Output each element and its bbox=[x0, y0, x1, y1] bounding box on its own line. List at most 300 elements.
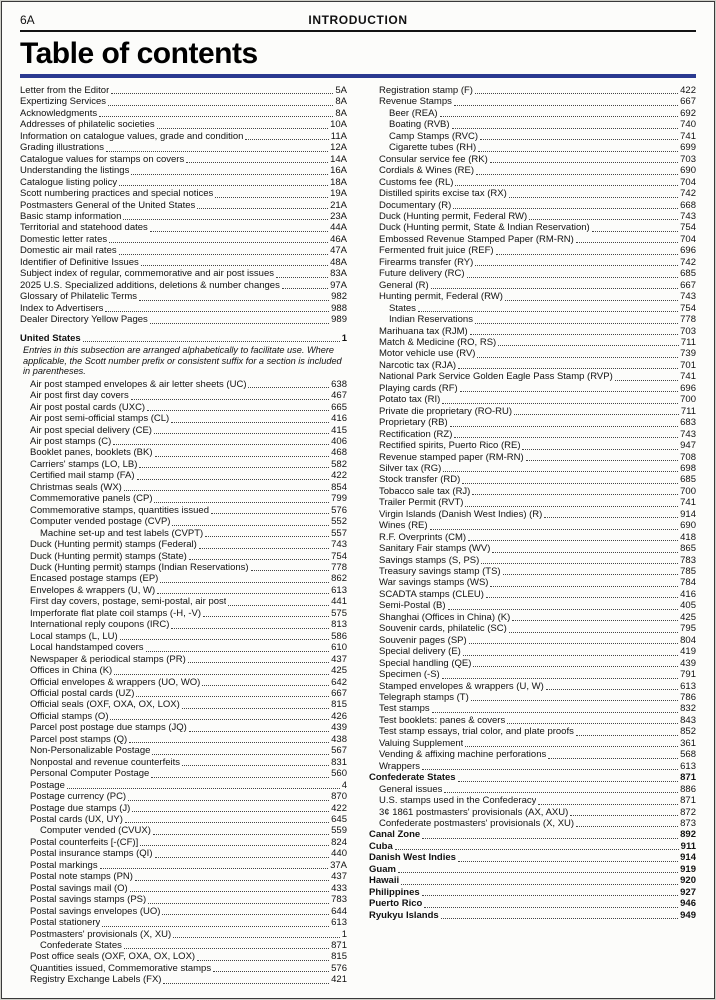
toc-entry-page: 865 bbox=[680, 543, 696, 555]
toc-entry bbox=[369, 452, 696, 463]
toc-entry-page: 567 bbox=[331, 745, 347, 757]
toc-entry-page: 437 bbox=[331, 871, 347, 883]
dot-leader bbox=[128, 800, 329, 801]
toc-entry-label: Vending & affixing machine perforations bbox=[379, 749, 547, 761]
page-title: Table of contents bbox=[20, 37, 258, 70]
toc-entry-page: 832 bbox=[680, 703, 696, 715]
toc-entry-label: Encased postage stamps (EP) bbox=[30, 573, 159, 585]
toc-entry-label: Postal insurance stamps (QI) bbox=[30, 848, 153, 860]
dot-leader bbox=[123, 219, 328, 220]
toc-entry-page: 667 bbox=[331, 687, 347, 699]
toc-entry bbox=[20, 631, 347, 642]
toc-entry-label: Ryukyu Islands bbox=[369, 909, 439, 921]
toc-entry-page: 97A bbox=[330, 279, 347, 291]
dot-leader bbox=[251, 570, 330, 571]
toc-entry-page: 708 bbox=[680, 451, 696, 463]
dot-leader bbox=[172, 525, 329, 526]
dot-leader bbox=[99, 116, 333, 117]
toc-entry-label: Official postal cards (UZ) bbox=[30, 687, 135, 699]
toc-entry-label: Special delivery (E) bbox=[379, 646, 461, 658]
toc-entry-label: Air post special delivery (CE) bbox=[30, 424, 152, 436]
dot-leader bbox=[462, 483, 678, 484]
dot-leader bbox=[139, 467, 329, 468]
dot-leader bbox=[460, 391, 678, 392]
toc-entry-page: 416 bbox=[331, 413, 347, 425]
toc-entry-page: 665 bbox=[331, 401, 347, 413]
dot-leader bbox=[163, 983, 329, 984]
toc-entry-page: 415 bbox=[331, 424, 347, 436]
toc-entry-label: Commemorative panels (CP) bbox=[30, 493, 153, 505]
dot-leader bbox=[509, 632, 678, 633]
toc-entry-label: Newspaper & periodical stamps (PR) bbox=[30, 653, 186, 665]
toc-entry-page: 911 bbox=[680, 840, 696, 852]
toc-entry-label: Certified mail stamp (FA) bbox=[30, 470, 135, 482]
dot-leader bbox=[106, 151, 328, 152]
toc-entry-label: Test stamp essays, trial color, and plate proofs bbox=[379, 726, 574, 738]
toc-entry-label: Motor vehicle use (RV) bbox=[379, 348, 476, 360]
us-section-note: Entries in this subsection are arranged alphabetically to facilitate use. Where applicable, the Scott number prefix or consistent suffix for a section is included in parentheses. bbox=[23, 344, 342, 377]
toc-entry-label: Imperforate flat plate coil stamps (-H, -V) bbox=[30, 607, 202, 619]
dot-leader bbox=[189, 731, 329, 732]
toc-entry-page: 5A bbox=[335, 85, 347, 96]
dot-leader bbox=[150, 231, 328, 232]
dot-leader bbox=[509, 197, 678, 198]
toc-entry bbox=[20, 573, 347, 584]
dot-leader bbox=[430, 529, 679, 530]
toc-entry-page: 696 bbox=[680, 245, 696, 257]
toc-entry-page: 982 bbox=[331, 291, 347, 303]
toc-entry-page: 692 bbox=[680, 107, 696, 119]
toc-entry-label: Firearms transfer (RY) bbox=[379, 256, 474, 268]
dot-leader bbox=[471, 700, 678, 701]
section-header: INTRODUCTION bbox=[308, 13, 408, 27]
dot-leader bbox=[147, 410, 329, 411]
toc-entry-page: 406 bbox=[331, 436, 347, 448]
toc-entry-page: 644 bbox=[331, 905, 347, 917]
toc-entry-label: Computer vended postage (CVP) bbox=[30, 516, 171, 528]
toc-entry-page: 927 bbox=[680, 886, 696, 898]
toc-entry-label: Postage currency (PC) bbox=[30, 791, 127, 803]
section-gap bbox=[20, 326, 347, 333]
toc-entry-page: 824 bbox=[331, 836, 347, 848]
dot-leader bbox=[131, 399, 329, 400]
toc-entry-label: Confederate States bbox=[40, 939, 122, 951]
toc-entry bbox=[20, 425, 347, 436]
toc-entry-label: Revenue Stamps bbox=[379, 96, 452, 108]
toc-entry-page: 8A bbox=[335, 107, 347, 119]
toc-entry bbox=[369, 474, 696, 485]
toc-entry bbox=[20, 447, 347, 458]
dot-leader bbox=[146, 651, 330, 652]
toc-entry-page: 425 bbox=[680, 611, 696, 623]
toc-entry bbox=[369, 875, 696, 886]
toc-entry-label: Basic stamp information bbox=[20, 210, 122, 222]
toc-entry-page: 613 bbox=[331, 584, 347, 596]
toc-entry bbox=[369, 154, 696, 165]
toc-entry-label: Puerto Rico bbox=[369, 898, 423, 910]
toc-entry-label: Post office seals (OXF, OXA, OX, LOX) bbox=[30, 951, 196, 963]
toc-entry bbox=[369, 165, 696, 176]
right-entries-list bbox=[369, 85, 696, 921]
dot-leader bbox=[182, 765, 329, 766]
toc-entry bbox=[20, 131, 347, 142]
toc-entry-page: 914 bbox=[680, 508, 696, 520]
dot-leader bbox=[548, 758, 678, 759]
toc-entry-page: 582 bbox=[331, 458, 347, 470]
toc-entry-page: 4 bbox=[341, 779, 347, 791]
toc-entry-page: 586 bbox=[331, 630, 347, 642]
toc-entry-page: 441 bbox=[331, 596, 347, 608]
toc-entry-page: 843 bbox=[680, 714, 696, 726]
toc-entry-page: 405 bbox=[680, 600, 696, 612]
toc-entry-label: Canal Zone bbox=[369, 829, 421, 841]
dot-leader bbox=[496, 254, 679, 255]
toc-entry bbox=[20, 619, 347, 630]
toc-entry bbox=[20, 917, 347, 928]
toc-entry bbox=[369, 429, 696, 440]
toc-entry bbox=[20, 699, 347, 710]
toc-entry-page: 795 bbox=[680, 623, 696, 635]
toc-entry bbox=[20, 803, 347, 814]
toc-entry-label: Computer vended (CVUX) bbox=[40, 825, 151, 837]
toc-entry-page: 754 bbox=[331, 550, 347, 562]
toc-entry bbox=[369, 623, 696, 634]
toc-entry bbox=[20, 780, 347, 791]
front-matter-list bbox=[20, 85, 347, 326]
dot-leader bbox=[440, 116, 679, 117]
toc-entry-label: Proprietary (RB) bbox=[379, 417, 448, 429]
dot-leader bbox=[576, 735, 678, 736]
dot-leader bbox=[492, 552, 678, 553]
toc-entry bbox=[369, 784, 696, 795]
toc-entry-page: 862 bbox=[331, 573, 347, 585]
toc-entry-label: Postal savings mail (O) bbox=[30, 882, 128, 894]
toc-entry-label: Consular service fee (RK) bbox=[379, 153, 488, 165]
toc-entry-label: Future delivery (RC) bbox=[379, 268, 465, 280]
toc-entry bbox=[20, 436, 347, 447]
toc-entry bbox=[20, 222, 347, 233]
toc-entry-page: 783 bbox=[331, 894, 347, 906]
toc-entry-page: 685 bbox=[680, 474, 696, 486]
toc-entry-label: Postal savings envelopes (UO) bbox=[30, 905, 161, 917]
toc-entry-page: 946 bbox=[680, 898, 696, 910]
dot-leader bbox=[469, 643, 678, 644]
toc-entry-label: Glossary of Philatelic Terms bbox=[20, 291, 138, 303]
page-header bbox=[20, 10, 696, 32]
toc-entry bbox=[369, 600, 696, 611]
toc-entry-page: 16A bbox=[330, 165, 347, 177]
toc-entry-page: 754 bbox=[680, 222, 696, 234]
toc-entry-page: 439 bbox=[331, 722, 347, 734]
toc-entry bbox=[20, 154, 347, 165]
toc-entry-label: Parcel post stamps (Q) bbox=[30, 733, 128, 745]
toc-entry-page: 711 bbox=[680, 405, 696, 417]
toc-entry-label: General issues bbox=[379, 783, 443, 795]
toc-entry-page: 920 bbox=[680, 875, 696, 887]
toc-entry-page: 813 bbox=[331, 619, 347, 631]
toc-entry-page: 698 bbox=[680, 462, 696, 474]
toc-entry bbox=[369, 520, 696, 531]
toc-entry-label: Registration stamp (F) bbox=[379, 85, 473, 96]
toc-entry bbox=[20, 108, 347, 119]
toc-entry-label: Documentary (R) bbox=[379, 199, 452, 211]
toc-entry bbox=[369, 646, 696, 657]
toc-entry bbox=[20, 188, 347, 199]
dot-leader bbox=[454, 437, 678, 438]
dot-leader bbox=[441, 918, 678, 919]
toc-entry-page: 785 bbox=[680, 566, 696, 578]
dot-leader bbox=[544, 517, 678, 518]
dot-leader bbox=[538, 804, 678, 805]
toc-entry-label: Beer (REA) bbox=[389, 107, 438, 119]
toc-entry bbox=[20, 688, 347, 699]
dot-leader bbox=[186, 162, 328, 163]
toc-entry-label: Sanitary Fair stamps (WV) bbox=[379, 543, 491, 555]
toc-entry bbox=[369, 829, 696, 840]
toc-entry bbox=[20, 883, 347, 894]
dot-leader bbox=[475, 323, 678, 324]
toc-entry bbox=[20, 211, 347, 222]
dot-leader bbox=[148, 903, 329, 904]
toc-entry bbox=[20, 482, 347, 493]
toc-entry-label: Hunting permit, Federal (RW) bbox=[379, 291, 503, 303]
toc-entry bbox=[369, 360, 696, 371]
toc-entry-label: Information on catalogue values, grade and condition bbox=[20, 130, 244, 142]
dot-leader bbox=[576, 242, 678, 243]
toc-entry-label: Tobacco sale tax (RJ) bbox=[379, 485, 471, 497]
toc-entry-label: Nonpostal and revenue counterfeits bbox=[30, 756, 180, 768]
toc-entry bbox=[369, 348, 696, 359]
toc-entry bbox=[20, 825, 347, 836]
toc-entry-page: 46A bbox=[330, 233, 347, 245]
dot-leader bbox=[465, 506, 678, 507]
toc-entry-page: 786 bbox=[680, 692, 696, 704]
toc-entry-label: Stock transfer (RD) bbox=[379, 474, 461, 486]
toc-entry-label: Savings stamps (S, PS) bbox=[379, 554, 480, 566]
dot-leader bbox=[205, 536, 329, 537]
toc-entry bbox=[369, 142, 696, 153]
dot-leader bbox=[203, 616, 329, 617]
toc-entry-page: 783 bbox=[680, 554, 696, 566]
dot-leader bbox=[398, 872, 678, 873]
toc-entry bbox=[369, 188, 696, 199]
toc-entry-page: 852 bbox=[680, 726, 696, 738]
dot-leader bbox=[503, 574, 679, 575]
toc-entry-label: Special handling (QE) bbox=[379, 657, 472, 669]
toc-entry-page: 741 bbox=[680, 130, 696, 142]
toc-entry bbox=[369, 749, 696, 760]
toc-entry-page: 559 bbox=[331, 825, 347, 837]
toc-entry bbox=[369, 898, 696, 909]
toc-entry-label: Private die proprietary (RO-RU) bbox=[379, 405, 513, 417]
toc-entry-label: Philippines bbox=[369, 886, 420, 898]
toc-entry-page: 690 bbox=[680, 165, 696, 177]
toc-entry-page: 791 bbox=[680, 669, 696, 681]
toc-entry bbox=[20, 860, 347, 871]
toc-entry-label: Letter from the Editor bbox=[20, 85, 110, 96]
dot-leader bbox=[477, 357, 678, 358]
toc-entry-page: 778 bbox=[680, 314, 696, 326]
toc-entry-page: 947 bbox=[680, 440, 696, 452]
toc-entry-page: 425 bbox=[331, 665, 347, 677]
dot-leader bbox=[114, 674, 329, 675]
toc-entry-label: Indian Reservations bbox=[389, 314, 473, 326]
document-page bbox=[1, 1, 715, 999]
toc-entry-page: 1 bbox=[341, 332, 347, 344]
toc-entry-page: 575 bbox=[331, 607, 347, 619]
toc-entry-label: Air post stamped envelopes & air letter sheets (UC) bbox=[30, 378, 247, 390]
toc-entry bbox=[369, 532, 696, 543]
dot-leader bbox=[120, 639, 329, 640]
dot-leader bbox=[157, 593, 329, 594]
dot-leader bbox=[454, 105, 678, 106]
dot-leader bbox=[130, 891, 329, 892]
toc-entry-label: Cigarette tubes (RH) bbox=[389, 142, 477, 154]
toc-entry bbox=[20, 894, 347, 905]
dot-leader bbox=[125, 822, 329, 823]
toc-entry-page: 871 bbox=[331, 939, 347, 951]
toc-entry-page: 467 bbox=[331, 390, 347, 402]
dot-leader bbox=[529, 219, 678, 220]
toc-entry-label: Catalogue values for stamps on covers bbox=[20, 153, 185, 165]
toc-entry bbox=[369, 314, 696, 325]
toc-entry bbox=[369, 852, 696, 863]
toc-entry bbox=[369, 703, 696, 714]
toc-entry bbox=[369, 589, 696, 600]
dot-leader bbox=[458, 368, 678, 369]
toc-entry-page: 439 bbox=[680, 657, 696, 669]
toc-entry bbox=[20, 505, 347, 516]
toc-entry bbox=[369, 795, 696, 806]
toc-entry-label: Souvenir pages (SP) bbox=[379, 634, 467, 646]
dot-leader bbox=[152, 754, 329, 755]
toc-entry-label: Fermented fruit juice (REF) bbox=[379, 245, 494, 257]
toc-entry bbox=[20, 642, 347, 653]
toc-entry bbox=[20, 268, 347, 279]
toc-entry bbox=[369, 910, 696, 921]
toc-entry bbox=[369, 257, 696, 268]
dot-leader bbox=[215, 197, 328, 198]
toc-entry-page: 552 bbox=[331, 516, 347, 528]
toc-entry-label: Confederate States bbox=[369, 772, 456, 784]
toc-entry-label: Expertizing Services bbox=[20, 96, 107, 108]
dot-leader bbox=[476, 174, 678, 175]
dot-leader bbox=[132, 811, 329, 812]
toc-entry-label: Postal stationery bbox=[30, 917, 101, 929]
toc-entry-label: United States bbox=[20, 332, 81, 344]
toc-entry bbox=[20, 722, 347, 733]
toc-entry bbox=[369, 761, 696, 772]
toc-entry-page: 638 bbox=[331, 378, 347, 390]
dot-leader bbox=[522, 449, 678, 450]
toc-entry bbox=[369, 681, 696, 692]
toc-entry-page: 468 bbox=[331, 447, 347, 459]
toc-entry-label: Air post semi-official stamps (CL) bbox=[30, 413, 170, 425]
toc-entry bbox=[369, 211, 696, 222]
dot-leader bbox=[202, 685, 329, 686]
toc-entry-label: Official stamps (O) bbox=[30, 710, 109, 722]
toc-entry-page: 831 bbox=[331, 756, 347, 768]
toc-entry-page: 12A bbox=[330, 142, 347, 154]
toc-entry-label: Local handstamped covers bbox=[30, 642, 144, 654]
dot-leader bbox=[282, 288, 328, 289]
toc-entry bbox=[20, 951, 347, 962]
toc-entry-page: 743 bbox=[680, 291, 696, 303]
dot-leader bbox=[131, 174, 328, 175]
toc-entry bbox=[20, 402, 347, 413]
toc-entry-page: 557 bbox=[331, 527, 347, 539]
toc-entry-label: Addresses of philatelic societies bbox=[20, 119, 155, 131]
toc-entry bbox=[369, 463, 696, 474]
toc-entry-label: Silver tax (RG) bbox=[379, 462, 442, 474]
toc-entry-label: Parcel post postage due stamps (JQ) bbox=[30, 722, 187, 734]
toc-entry-label: Souvenir cards, philatelic (SC) bbox=[379, 623, 507, 635]
toc-entry bbox=[369, 738, 696, 749]
toc-entry-page: 426 bbox=[331, 710, 347, 722]
toc-entry-page: 871 bbox=[680, 772, 696, 784]
toc-entry bbox=[20, 379, 347, 390]
toc-entry-label: Customs fee (RL) bbox=[379, 176, 454, 188]
dot-leader bbox=[119, 185, 328, 186]
toc-entry-page: 668 bbox=[680, 199, 696, 211]
toc-entry bbox=[20, 608, 347, 619]
toc-entry-label: Postage due stamps (J) bbox=[30, 802, 131, 814]
dot-leader bbox=[108, 105, 333, 106]
toc-entry bbox=[369, 807, 696, 818]
toc-entry-page: 949 bbox=[680, 909, 696, 921]
dot-leader bbox=[401, 884, 678, 885]
toc-entry-page: 704 bbox=[680, 233, 696, 245]
toc-entry-label: Envelopes & wrappers (U, W) bbox=[30, 584, 156, 596]
toc-entry bbox=[369, 85, 696, 96]
toc-entry-label: Official envelopes & wrappers (UO, WO) bbox=[30, 676, 201, 688]
toc-entry-page: 83A bbox=[330, 268, 347, 280]
toc-entry-page: 854 bbox=[331, 481, 347, 493]
toc-entry bbox=[20, 974, 347, 985]
dot-leader bbox=[448, 609, 679, 610]
toc-entry-label: Duck (Hunting permit) stamps (Federal) bbox=[30, 539, 197, 551]
toc-entry bbox=[369, 108, 696, 119]
toc-entry bbox=[369, 887, 696, 898]
toc-entry-label: Postal markings bbox=[30, 859, 98, 871]
toc-entry bbox=[369, 772, 696, 783]
dot-leader bbox=[154, 502, 329, 503]
dot-leader bbox=[141, 265, 328, 266]
toc-entry-page: 804 bbox=[680, 634, 696, 646]
toc-entry bbox=[369, 497, 696, 508]
dot-leader bbox=[199, 548, 329, 549]
toc-entry bbox=[20, 963, 347, 974]
toc-entry-label: Narcotic tax (RJA) bbox=[379, 359, 457, 371]
toc-entry-page: 437 bbox=[331, 653, 347, 665]
title-rule bbox=[20, 74, 696, 78]
toc-entry-page: 418 bbox=[680, 531, 696, 543]
toc-entry bbox=[20, 929, 347, 940]
toc-entry-page: 421 bbox=[331, 974, 347, 986]
toc-entry-page: 37A bbox=[330, 859, 347, 871]
toc-entry bbox=[369, 566, 696, 577]
dot-leader bbox=[468, 540, 678, 541]
toc-entry-label: Postal savings stamps (PS) bbox=[30, 894, 147, 906]
dot-leader bbox=[465, 746, 678, 747]
toc-entry-label: Trailer Permit (RVT) bbox=[379, 497, 464, 509]
dot-leader bbox=[507, 723, 678, 724]
dot-leader bbox=[526, 460, 678, 461]
toc-entry-label: Guam bbox=[369, 863, 396, 875]
toc-entry bbox=[20, 871, 347, 882]
dot-leader bbox=[213, 971, 329, 972]
dot-leader bbox=[615, 380, 678, 381]
